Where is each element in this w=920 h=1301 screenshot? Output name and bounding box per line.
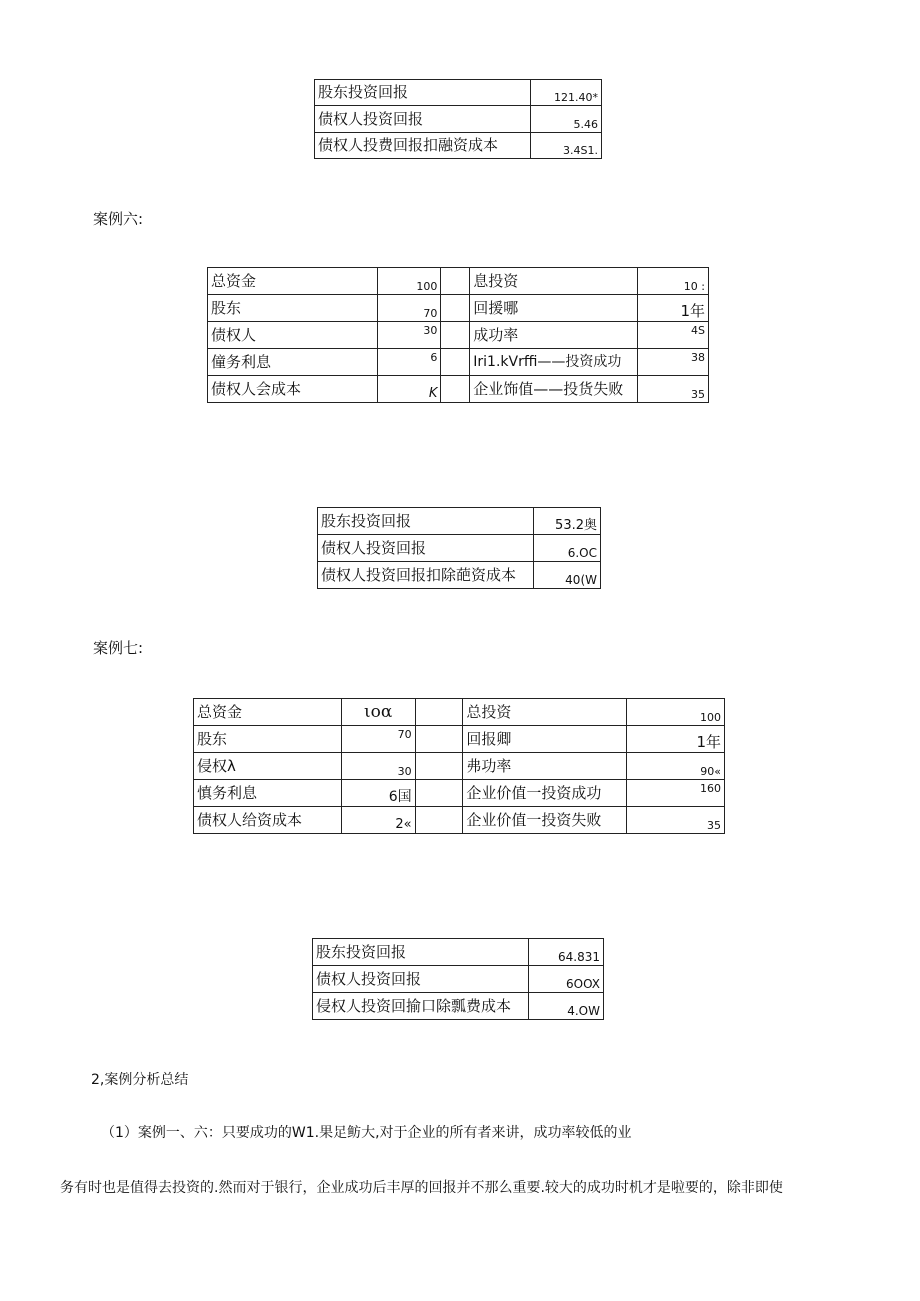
row-label: 成功率	[470, 322, 638, 349]
row-value: 30	[377, 322, 441, 349]
row-value: 38	[638, 349, 709, 376]
row-label: 股东	[208, 295, 378, 322]
row-label: Iri1.kVrffi——投资成功	[470, 349, 638, 376]
row-value: 121.40*	[531, 80, 602, 106]
row-label: 企业价值一投资失败	[463, 807, 627, 834]
row-value: ιoα	[341, 699, 415, 726]
row-value: 4S	[638, 322, 709, 349]
row-value: 1年	[627, 726, 725, 753]
row-label: 债权人投费回报扣融资成本	[315, 133, 531, 159]
table-2	[207, 267, 709, 403]
table-row	[194, 753, 725, 780]
row-label: 债权人投资回报扣除葩资成本	[318, 562, 534, 589]
row-label: 债权人投资回报	[318, 535, 534, 562]
summary-title: 2,案例分析总结	[91, 1072, 189, 1088]
row-value: 6	[377, 349, 441, 376]
row-label: 总投资	[463, 699, 627, 726]
row-value: 64.831	[528, 939, 603, 966]
row-value: 1年	[638, 295, 709, 322]
row-label: 债权人投资回报	[313, 966, 529, 993]
row-value: 70	[341, 726, 415, 753]
row-value: 5.46	[531, 106, 602, 133]
row-label: 弗功率	[463, 753, 627, 780]
table-row	[208, 349, 709, 376]
table-row	[313, 993, 604, 1020]
table-row	[318, 535, 601, 562]
row-label: 企业饰值——投货失败	[470, 376, 638, 403]
table-1	[314, 79, 602, 159]
row-value: 100	[627, 699, 725, 726]
row-label: 慎务利息	[194, 780, 342, 807]
row-label: 企业价值一投资成功	[463, 780, 627, 807]
table-row	[194, 699, 725, 726]
table-row	[208, 295, 709, 322]
row-value: 3.4S1.	[531, 133, 602, 159]
table-row	[194, 807, 725, 834]
row-label: 债权人会成本	[208, 376, 378, 403]
row-value: 35	[638, 376, 709, 403]
case-seven-title: 案例七:	[93, 639, 144, 657]
table-row	[313, 966, 604, 993]
summary-paragraph-2: 务有时也是值得去投资的.然而对于银行，企业成功后丰厚的回报并不那么重要.较大的成功时机才是啦要的，除非即使	[60, 1180, 783, 1196]
row-label: 股东投资回报	[313, 939, 529, 966]
table-3	[317, 507, 601, 589]
row-value: 30	[341, 753, 415, 780]
table-row	[313, 939, 604, 966]
table-4	[193, 698, 725, 834]
table-row	[208, 376, 709, 403]
table-row	[315, 133, 602, 159]
row-label: 股东	[194, 726, 342, 753]
row-label: 回报卿	[463, 726, 627, 753]
table-row	[208, 322, 709, 349]
case-six-title: 案例六:	[93, 210, 144, 228]
row-value: 40(W	[533, 562, 600, 589]
row-label: 回援哪	[470, 295, 638, 322]
table-row	[208, 268, 709, 295]
row-label: 侵权λ	[194, 753, 342, 780]
row-label: 总资金	[194, 699, 342, 726]
row-value: 70	[377, 295, 441, 322]
row-value: 6OOX	[528, 966, 603, 993]
row-value: 4.OW	[528, 993, 603, 1020]
row-value: 90«	[627, 753, 725, 780]
row-label: 息投资	[470, 268, 638, 295]
table-row	[315, 106, 602, 133]
row-value: 35	[627, 807, 725, 834]
row-label: 侵权人投资回揄口除瓢费成本	[313, 993, 529, 1020]
row-value: 160	[627, 780, 725, 807]
table-row	[315, 80, 602, 106]
row-label: 债权人投资回报	[315, 106, 531, 133]
row-value: 10 :	[638, 268, 709, 295]
row-label: 债权人给资成本	[194, 807, 342, 834]
table-row	[194, 780, 725, 807]
row-value: 2«	[341, 807, 415, 834]
row-value: 6国	[341, 780, 415, 807]
row-value: 53.2奥	[533, 508, 600, 535]
row-label: 股东投资回报	[315, 80, 531, 106]
row-label: 债权人	[208, 322, 378, 349]
row-label: 总资金	[208, 268, 378, 295]
table-row	[318, 508, 601, 535]
row-label: 僮务利息	[208, 349, 378, 376]
summary-paragraph-1: （1）案例一、六：只要成功的W1.果足鲂大,对于企业的所有者来讲，成功率较低的业	[101, 1125, 632, 1141]
row-value: 6.OC	[533, 535, 600, 562]
row-value: K	[377, 376, 441, 403]
row-value: 100	[377, 268, 441, 295]
table-5	[312, 938, 604, 1020]
row-label: 股东投资回报	[318, 508, 534, 535]
table-row	[194, 726, 725, 753]
table-row	[318, 562, 601, 589]
